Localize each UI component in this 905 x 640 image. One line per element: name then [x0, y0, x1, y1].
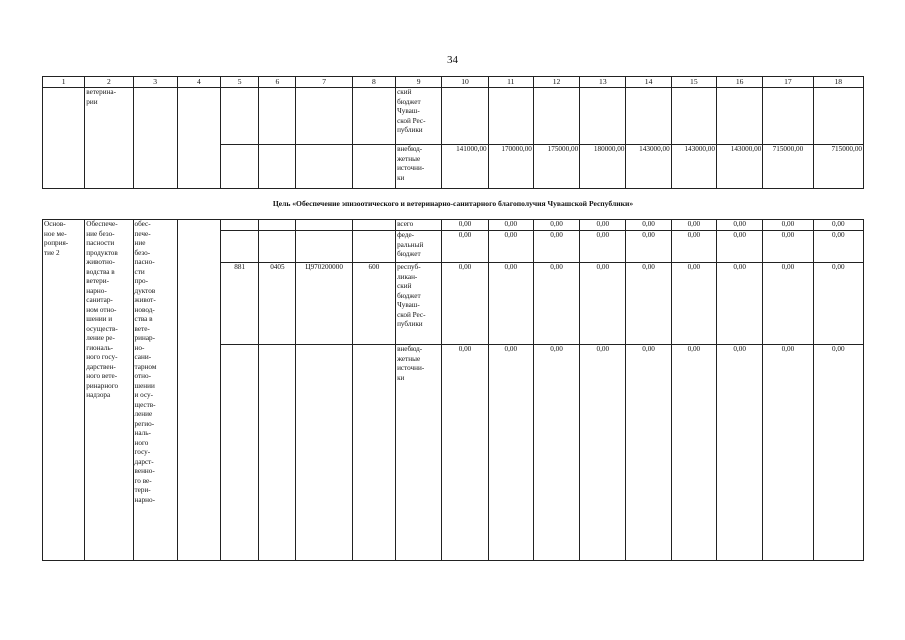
cell-empty — [221, 145, 259, 189]
cell-value: 0,00 — [763, 220, 813, 231]
cell-measure-number: Основ- ное ме- роприя- тие 2 — [43, 220, 85, 561]
goal-heading: Цель «Обеспечение эпизоотического и ветеринарно-санитарного благополучия Чувашской Республики» — [43, 189, 864, 220]
cell-funding-source: феде- ральный бюджет — [396, 231, 442, 263]
cell-value: 0,00 — [533, 220, 579, 231]
cell-empty — [177, 88, 220, 189]
cell-value: 175000,00 — [533, 145, 579, 189]
table-row — [43, 220, 864, 231]
budget-table — [42, 76, 864, 561]
cell-value: 0,00 — [626, 220, 671, 231]
cell-empty — [177, 220, 220, 561]
cell-empty — [296, 88, 352, 145]
cell-value: 0,00 — [488, 263, 533, 345]
cell-funding-source: респуб- ликан- ский бюджет Чуваш- ской Рес- публики — [396, 263, 442, 345]
cell-value: 0,00 — [813, 345, 863, 561]
col-num: 1 — [43, 77, 85, 88]
col-num: 4 — [177, 77, 220, 88]
cell-value: 0,00 — [716, 220, 762, 231]
cell-value — [671, 88, 716, 145]
col-num: 5 — [221, 77, 259, 88]
cell-value — [580, 88, 626, 145]
col-num: 11 — [488, 77, 533, 88]
cell-value: 0,00 — [626, 231, 671, 263]
cell-empty — [352, 88, 395, 145]
cell-value: 170000,00 — [488, 145, 533, 189]
cell-value: 0,00 — [716, 263, 762, 345]
cell-value: 0,00 — [533, 231, 579, 263]
cell-value: 0,00 — [813, 263, 863, 345]
cell-empty — [296, 231, 352, 263]
cell-value: 0,00 — [442, 220, 488, 231]
cell-empty — [352, 345, 395, 561]
cell-value — [813, 88, 863, 145]
cell-value — [533, 88, 579, 145]
cell-empty — [43, 88, 85, 189]
cell-empty — [221, 345, 259, 561]
cell-value: 0,00 — [580, 231, 626, 263]
cell-csr-code: Ц970200000 — [296, 263, 352, 345]
cell-empty — [259, 345, 296, 561]
cell-value: 0,00 — [442, 231, 488, 263]
goal-row — [43, 189, 864, 220]
cell-value: 0,00 — [580, 345, 626, 561]
col-num: 9 — [396, 77, 442, 88]
cell-empty — [221, 231, 259, 263]
cell-empty — [221, 88, 259, 145]
col-num: 10 — [442, 77, 488, 88]
cell-empty — [352, 231, 395, 263]
cell-value: 0,00 — [716, 231, 762, 263]
col-num: 18 — [813, 77, 863, 88]
cell-empty — [296, 220, 352, 231]
cell-value: 143000,00 — [671, 145, 716, 189]
cell-grbs-code: 881 — [221, 263, 259, 345]
cell-value — [716, 88, 762, 145]
cell-value: 715000,00 — [763, 145, 813, 189]
cell-value: 0,00 — [533, 345, 579, 561]
col-num: 13 — [580, 77, 626, 88]
cell-value: 0,00 — [671, 231, 716, 263]
col-num: 15 — [671, 77, 716, 88]
cell-measure-name: Обеспече- ние безо- пасности продуктов животно- водства в ветери- нарно- санитар- ном отно- шении и осуществ- ление ре- гиональ- ного госу- дарствен- ного вете- ринарного надзора — [85, 220, 133, 561]
cell-empty — [133, 88, 177, 189]
cell-empty — [352, 220, 395, 231]
cell-value: 0,00 — [626, 263, 671, 345]
cell-value: 0,00 — [580, 220, 626, 231]
col-num: 2 — [85, 77, 133, 88]
cell-funding-source: ский бюджет Чуваш- ской Рес- публики — [396, 88, 442, 145]
cell-value: 0,00 — [488, 231, 533, 263]
cell-value: 180000,00 — [580, 145, 626, 189]
cell-value: 0,00 — [671, 345, 716, 561]
cell-empty — [352, 145, 395, 189]
col-num: 8 — [352, 77, 395, 88]
cell-funding-source: внебюд- жетные источни- ки — [396, 345, 442, 561]
cell-vr-code: 600 — [352, 263, 395, 345]
column-number-row — [43, 77, 864, 88]
cell-value: 143000,00 — [716, 145, 762, 189]
cell-value: 0,00 — [488, 220, 533, 231]
cell-empty — [259, 220, 296, 231]
cell-funding-source: всего — [396, 220, 442, 231]
cell-value — [763, 88, 813, 145]
cell-rzpr-code: 0405 — [259, 263, 296, 345]
cell-empty — [296, 145, 352, 189]
cell-value: 0,00 — [626, 345, 671, 561]
col-num: 17 — [763, 77, 813, 88]
cell-empty — [259, 231, 296, 263]
budget-table-sheet — [42, 76, 864, 561]
cell-value: 715000,00 — [813, 145, 863, 189]
cell-measure-description: обес- пече- ние безо- пасно- сти про- дуктов живот- новод- ства в вете- ринар- но- сани- тарном отно- шении и осу- ществ- ление регио- наль- ного госу- дарст- венно- го ве- тери- нарно- — [133, 220, 177, 561]
cell-value: 0,00 — [813, 231, 863, 263]
cell-value: 0,00 — [533, 263, 579, 345]
cell-value — [626, 88, 671, 145]
cell-value: 141000,00 — [442, 145, 488, 189]
cell-empty — [296, 345, 352, 561]
cell-empty — [221, 220, 259, 231]
cell-empty — [259, 145, 296, 189]
col-num: 12 — [533, 77, 579, 88]
cell-value — [488, 88, 533, 145]
cell-value: 0,00 — [671, 220, 716, 231]
col-num: 16 — [716, 77, 762, 88]
col-num: 6 — [259, 77, 296, 88]
page-number: 34 — [447, 54, 458, 66]
cell-value: 0,00 — [671, 263, 716, 345]
cell-value: 143000,00 — [626, 145, 671, 189]
cell-value: 0,00 — [763, 345, 813, 561]
cell-value — [442, 88, 488, 145]
col-num: 14 — [626, 77, 671, 88]
col-num: 7 — [296, 77, 352, 88]
cell-value: 0,00 — [442, 345, 488, 561]
cell-empty — [259, 88, 296, 145]
cell-funding-source: внебюд- жетные источни- ки — [396, 145, 442, 189]
cell-value: 0,00 — [716, 345, 762, 561]
cell-value: 0,00 — [488, 345, 533, 561]
cell-value: 0,00 — [580, 263, 626, 345]
cell-value: 0,00 — [813, 220, 863, 231]
cell-value: 0,00 — [763, 231, 813, 263]
col-num: 3 — [133, 77, 177, 88]
cell-value: 0,00 — [763, 263, 813, 345]
table-row — [43, 88, 864, 145]
cell-activity-name: ветерина- рии — [85, 88, 133, 189]
cell-value: 0,00 — [442, 263, 488, 345]
